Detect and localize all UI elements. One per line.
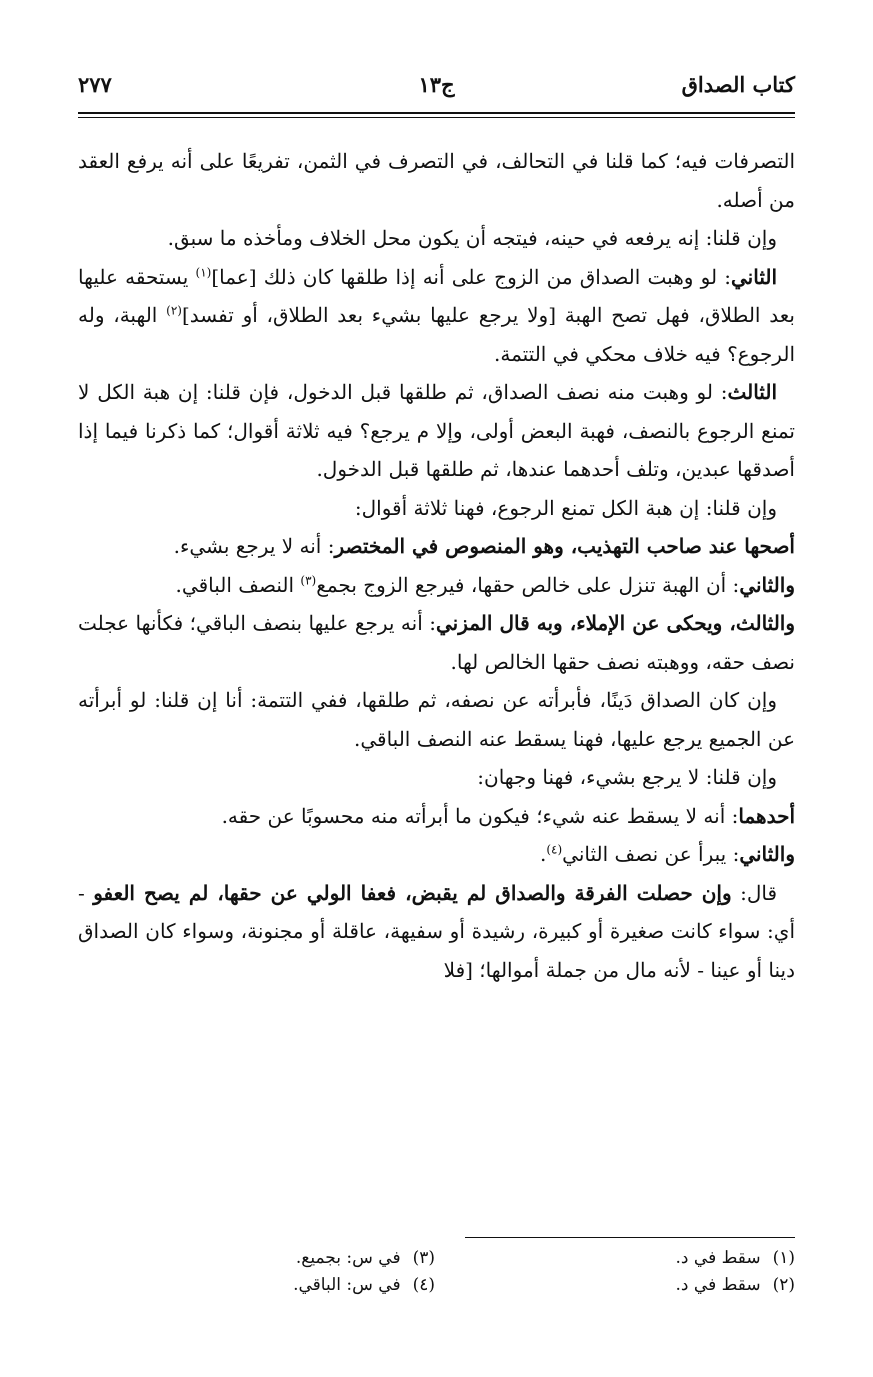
main-text — [78, 142, 795, 989]
paragraph: التصرفات فيه؛ كما قلنا في التحالف، في التصرف في الثمن، تفريعًا على أنه يرفع العقد من أصله. — [78, 149, 795, 212]
footnote-column — [495, 1245, 795, 1299]
volume-label: ج١٣ — [418, 72, 455, 97]
footnote-number: (٤) — [412, 1275, 435, 1295]
paragraph-text: : أنه يرجع عليها بنصف الباقي؛ فكأنها عجلت نصف حقه، ووهبته نصف حقها الخالص لها. — [78, 611, 795, 674]
paragraph-text: : أنه لا يرجع بشيء. — [173, 534, 335, 558]
footnote-ref: (١) — [195, 264, 212, 279]
paragraph-text: : أنه لا يسقط عنه شيء؛ فيكون ما أبرأته منه محسوبًا عن حقه. — [221, 803, 739, 828]
footnote-text: سقط في د. — [675, 1275, 761, 1295]
footnote — [135, 1245, 435, 1272]
footnote — [495, 1272, 795, 1299]
matn-text: وإن حصلت الفرقة والصداق لم يقبض، فعفا الولي عن حقها، لم يصح العفو — [93, 880, 732, 905]
point-label: الثاني — [730, 264, 777, 289]
paragraph: وإن كان الصداق دَينًا، فأبرأته عن نصفه، ثم طلقها، ففي التتمة: أنا إن قلنا: لو أبرأته عن الجميع يرجع عليها، فهنا يسقط عنه النصف الباقي. — [78, 688, 795, 751]
paragraph: وإن قلنا: إنه يرفعه في حينه، فيتجه أن يكون محل الخلاف ومأخذه ما سبق. — [167, 226, 777, 250]
footnote-ref: (٣) — [300, 572, 317, 587]
point-label: والثاني — [739, 572, 795, 597]
paragraph-text: النصف الباقي. — [175, 572, 301, 597]
paragraph — [78, 604, 795, 681]
paragraph — [78, 373, 795, 489]
footnote-column — [135, 1245, 435, 1299]
paragraph — [78, 566, 795, 605]
paragraph-text: الهبة، وله الرجوع؟ فيه خلاف محكي في التتمة. — [78, 303, 795, 366]
paragraph-text: يستحقه عليها بعد الطلاق، فهل تصح الهبة [ولا يرجع عليها بشيء بعد الطلاق، أو تفسد] — [78, 264, 795, 327]
footnote-ref: (٢) — [166, 303, 182, 318]
point-label: أحدهما — [738, 803, 795, 828]
paragraph — [78, 258, 795, 374]
footnote-number: (٢) — [772, 1275, 795, 1295]
paragraph — [78, 874, 795, 990]
paragraph-text: - أي: سواء كانت صغيرة أو كبيرة، رشيدة أو سفيهة، عاقلة أو مجنونة، وسواء كان الصداق دينا أو عينا - لأنه مال من جملة أموالها؛ [فلا — [78, 880, 795, 982]
footnote — [495, 1245, 795, 1272]
paragraph-text: . — [539, 842, 547, 866]
footnote-number: (١) — [772, 1248, 795, 1268]
header-rule-thick — [78, 112, 795, 114]
paragraph-text: : لو وهبت الصداق من الزوج على أنه إذا طلقها كان ذلك [عما] — [211, 264, 731, 289]
paragraph — [78, 797, 795, 836]
paragraph: وإن قلنا: إن هبة الكل تمنع الرجوع، فهنا ثلاثة أقوال: — [354, 495, 777, 520]
header-rule-thin — [78, 117, 795, 118]
footnote-text: سقط في د. — [675, 1248, 761, 1268]
footnote-text: في س: الباقي. — [293, 1275, 401, 1295]
paragraph-text: : يبرأ عن نصف الثاني — [562, 842, 740, 866]
page-number: ٢٧٧ — [78, 72, 112, 97]
running-header — [78, 72, 795, 112]
paragraph — [78, 527, 795, 566]
footnote-ref: (٤) — [546, 842, 563, 857]
paragraph-text: : أن الهبة تنزل على خالص حقها، فيرجع الزوج بجمع — [316, 572, 740, 597]
footnote-separator — [465, 1237, 795, 1238]
paragraph-text: قال: — [731, 880, 778, 905]
paragraph: وإن قلنا: لا يرجع بشيء، فهنا وجهان: — [477, 765, 777, 789]
paragraph-text: : لو وهبت منه نصف الصداق، ثم طلقها قبل الدخول، فإن قلنا: إن هبة الكل لا تمنع الرجوع بالنصف، فهبة البعض أولى، وإلا م يرجع؟ فيه ثلاثة أقوال؛ كما ذكرنا فيما إذا أصدقها عبدين، وتلف أحدهما عندها، ثم طلقها قبل الدخول. — [78, 380, 795, 481]
bold-phrase: والثالث، ويحكى عن الإملاء، وبه قال المزني — [435, 611, 796, 635]
point-label: والثاني — [739, 842, 795, 866]
footnote-number: (٣) — [412, 1248, 435, 1268]
book-title: كتاب الصداق — [681, 72, 795, 97]
footnote-text: في س: بجميع. — [295, 1248, 401, 1268]
footnote — [135, 1272, 435, 1299]
point-label: الثالث — [727, 380, 777, 404]
paragraph — [78, 835, 795, 874]
bold-phrase: أصحها عند صاحب التهذيب، وهو المنصوص في المختصر — [334, 534, 795, 558]
